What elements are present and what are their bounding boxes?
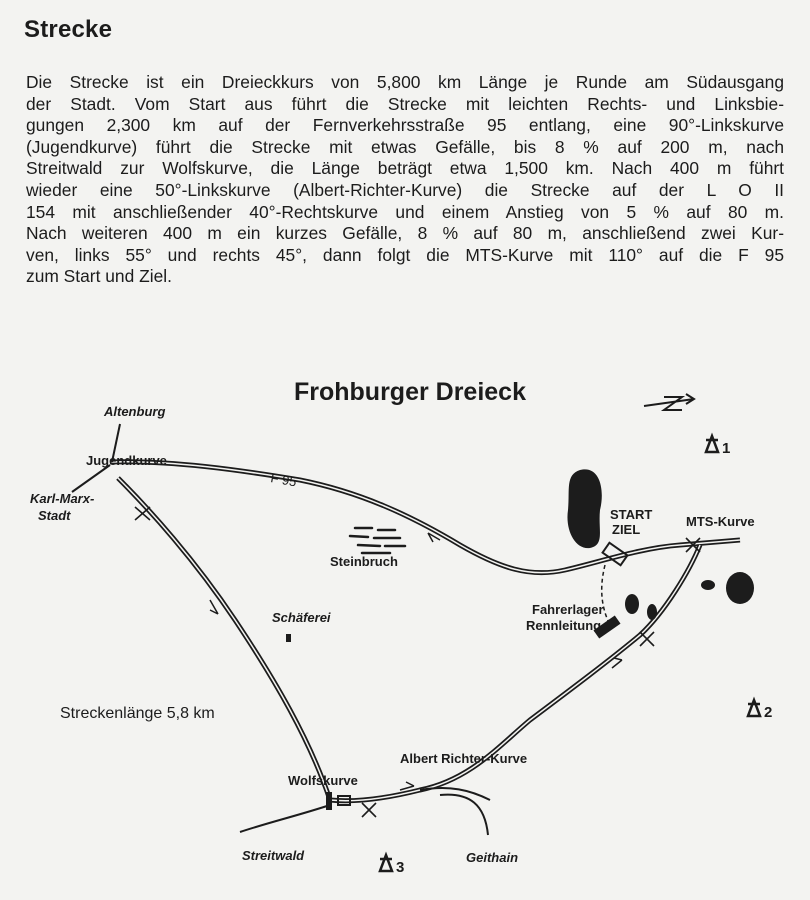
map-title: Frohburger Dreieck — [293, 378, 527, 406]
label-rennleitung: Rennleitung — [526, 618, 602, 633]
description-line: gungen 2,300 km auf der Fernverkehrsstraße 95 entlang, eine 90°-Linkskurve — [26, 115, 784, 136]
label-geithain: Geithain — [466, 850, 519, 865]
north-arrow-icon — [644, 394, 694, 410]
label-road-f95: F 95 — [269, 470, 298, 490]
curve-marker-icon — [362, 803, 376, 817]
triangle-stand-icon — [748, 700, 772, 721]
label-jugendkurve: Jugendkurve — [86, 453, 167, 468]
description-line: ven, links 55° und rechts 45°, dann folgt die MTS-Kurve mit 110° auf die F 95 — [26, 244, 784, 265]
curve-marker-icon — [135, 507, 150, 520]
stand-number: 3 — [396, 859, 405, 876]
description-line: (Jugendkurve) führt die Strecke mit etwas Gefälle, bis 8 % auf 200 m, nach — [26, 136, 784, 157]
label-streitwald: Streitwald — [242, 848, 305, 863]
label-track-length: Streckenlänge 5,8 km — [60, 705, 215, 722]
description-line: der Stadt. Vom Start aus führt die Strecke mit leichten Rechts- und Linksbie- — [26, 93, 784, 114]
description-line: Die Strecke ist ein Dreieckkurs von 5,800 km Länge je Runde am Südausgang — [26, 72, 784, 92]
lake-shape — [567, 469, 601, 548]
triangle-stand-icon — [380, 855, 404, 876]
label-fahrerlager: Fahrerlager — [532, 602, 604, 617]
stand-number: 1 — [722, 440, 731, 457]
triangle-stand-icon — [706, 436, 730, 457]
label-karl-marx-stadt: Karl-Marx- — [30, 491, 95, 506]
description-line: wieder eine 50°-Linkskurve (Albert-Richter-Kurve) die Strecke auf der L O II — [26, 179, 784, 200]
label-wolfskurve: Wolfskurve — [288, 773, 358, 788]
quarry-icon — [350, 528, 405, 553]
description-line: zum Start und Ziel. — [26, 266, 172, 287]
label-altenburg: Altenburg — [104, 404, 166, 419]
label-ziel: ZIEL — [612, 522, 641, 537]
label-mts-kurve: MTS-Kurve — [686, 514, 755, 529]
stand-number: 2 — [764, 704, 773, 721]
curve-marker-icon — [640, 632, 654, 646]
description-line: Streitwald zur Wolfskurve, die Länge beträgt etwa 1,500 km. Nach 400 m führt — [26, 158, 784, 179]
label-karl-marx-stadt: Stadt — [38, 508, 71, 523]
label-start: START — [610, 507, 653, 522]
label-albert-richter-kurve: Albert Richter-Kurve — [400, 751, 528, 766]
pond-shape — [625, 594, 639, 614]
road-streitwald — [240, 805, 330, 832]
label-schaeferei: Schäferei — [272, 610, 331, 625]
label-steinbruch: Steinbruch — [330, 554, 398, 569]
pond-shape — [647, 604, 657, 620]
pond-shape — [726, 572, 754, 604]
page-heading: Strecke — [24, 16, 113, 43]
sheep-farm-icon — [286, 634, 291, 642]
road-geithain — [440, 795, 488, 835]
road-karl-marx-stadt — [72, 465, 110, 492]
track-streitwald-section — [118, 478, 330, 800]
description-line: Nach weiteren 400 m ein kurzes Gefälle, 8 % auf 80 m, anschließend zwei Kur- — [26, 223, 784, 244]
description-line: 154 mit anschließender 40°-Rechtskurve und einem Anstieg von 5 % auf 80 m. — [26, 201, 784, 222]
pond-shape — [701, 580, 715, 590]
